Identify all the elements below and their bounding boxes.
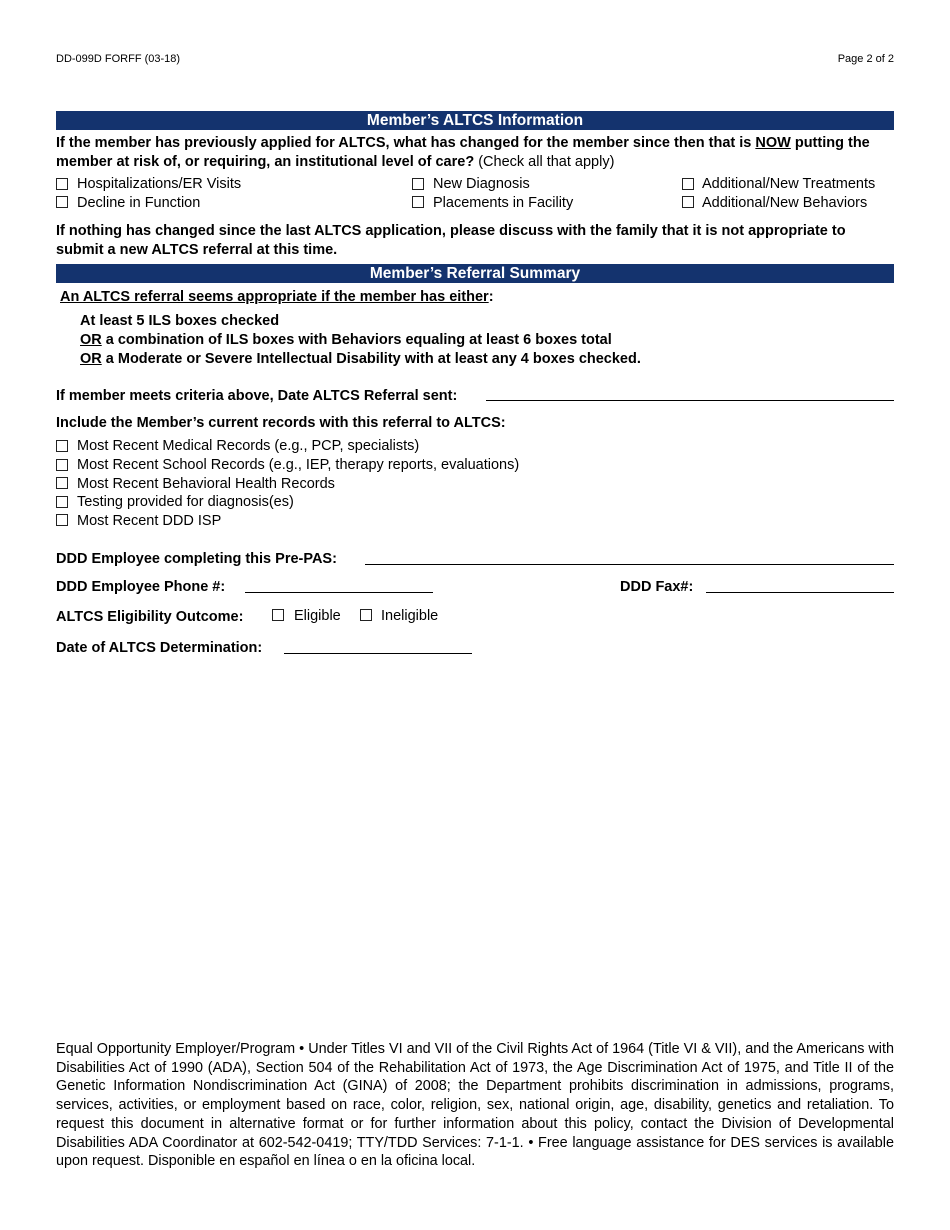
referral-summary-heading: Member’s Referral Summary: [56, 264, 894, 283]
new-treatments-label: Additional/New Treatments: [702, 176, 876, 192]
medical-records-checkbox[interactable]: [56, 440, 68, 452]
date-sent-label: If member meets criteria above, Date ALTCS Referral sent:: [56, 388, 458, 404]
referral-intro: [60, 288, 494, 307]
determination-field[interactable]: [284, 653, 472, 654]
school-records-label: Most Recent School Records (e.g., IEP, therapy reports, evaluations): [77, 457, 520, 473]
isp-label: Most Recent DDD ISP: [77, 513, 222, 529]
decline-function-label: Decline in Function: [77, 195, 201, 211]
outcome-label: ALTCS Eligibility Outcome:: [56, 609, 244, 625]
fax-field[interactable]: [706, 592, 894, 593]
phone-label: DDD Employee Phone #:: [56, 579, 226, 595]
criteria-2: [80, 331, 612, 350]
criteria-2-text: a combination of ILS boxes with Behaviors equaling at least 6 boxes total: [101, 332, 612, 348]
date-sent-field[interactable]: [486, 400, 894, 401]
question-note: (Check all that apply): [474, 153, 615, 170]
isp-checkbox[interactable]: [56, 514, 68, 526]
criteria-3-or: OR: [80, 351, 102, 367]
equal-opportunity-notice: Equal Opportunity Employer/Program • Under Titles VI and VII of the Civil Rights Act of 1964 (Title VI & VII), and the Americans with Disabilities Act of 1990 (ADA), Section 504 of the Rehabilitation Act of 1973, the Age Discrimination Act of 1975, and Title II of the Genetic Information Nondiscrimination Act (GINA) of 2008; the Department prohibits discrimination in admissions, programs, services, activities, or employment based on race, color, religion, sex, national origin, age, disability, genetics and retaliation. To request this document in alternative format or for further information about this policy, contact the Division of Developmental Disabilities ADA Coordinator at 602-542-0419; TTY/TDD Services: 7-1-1. • Free language assistance for DES services is available upon request. Disponible en español en línea o en la oficina local.: [56, 1041, 894, 1170]
page-number: Page 2 of 2: [837, 53, 894, 65]
ineligible-checkbox[interactable]: [360, 609, 372, 621]
medical-records-label: Most Recent Medical Records (e.g., PCP, specialists): [77, 438, 420, 454]
question-now: NOW: [755, 135, 791, 151]
nothing-changed-note: If nothing has changed since the last ALTCS application, please discuss with the family that it is not appropriate to submit a new ALTCS referral at this time.: [56, 223, 846, 258]
determination-label: Date of ALTCS Determination:: [56, 640, 263, 656]
question-part2: putting the member at risk of, or requiring, an institutional level of care?: [56, 135, 870, 170]
criteria-3: [80, 350, 641, 369]
question-part1: If the member has previously applied for ALTCS, what has changed for the member since then that is: [56, 135, 756, 151]
hospitalizations-label: Hospitalizations/ER Visits: [77, 176, 242, 192]
new-behaviors-label: Additional/New Behaviors: [702, 195, 868, 211]
employee-label: DDD Employee completing this Pre-PAS:: [56, 551, 337, 567]
eligible-label: Eligible: [294, 608, 341, 624]
testing-label: Testing provided for diagnosis(es): [77, 494, 294, 510]
referral-intro-colon: :: [488, 289, 494, 305]
altcs-info-heading: Member’s ALTCS Information: [56, 111, 894, 130]
new-treatments-checkbox[interactable]: [682, 178, 694, 190]
altcs-question: [56, 134, 894, 171]
eligible-checkbox[interactable]: [272, 609, 284, 621]
phone-field[interactable]: [245, 592, 433, 593]
referral-intro-text: An ALTCS referral seems appropriate if the member has either: [60, 289, 489, 305]
employee-field[interactable]: [365, 564, 894, 565]
new-behaviors-checkbox[interactable]: [682, 196, 694, 208]
form-id: DD-099D FORFF (03-18): [56, 53, 181, 65]
behavioral-records-checkbox[interactable]: [56, 477, 68, 489]
criteria-3-text: a Moderate or Severe Intellectual Disability with at least any 4 boxes checked.: [101, 351, 641, 367]
hospitalizations-checkbox[interactable]: [56, 178, 68, 190]
ineligible-label: Ineligible: [381, 608, 439, 624]
criteria-2-or: OR: [80, 332, 102, 348]
behavioral-records-label: Most Recent Behavioral Health Records: [77, 476, 335, 492]
testing-checkbox[interactable]: [56, 496, 68, 508]
new-diagnosis-label: New Diagnosis: [433, 176, 530, 192]
new-diagnosis-checkbox[interactable]: [412, 178, 424, 190]
placements-label: Placements in Facility: [433, 195, 574, 211]
placements-checkbox[interactable]: [412, 196, 424, 208]
include-records-label: Include the Member’s current records with this referral to ALTCS:: [56, 415, 506, 431]
school-records-checkbox[interactable]: [56, 459, 68, 471]
criteria-1: At least 5 ILS boxes checked: [80, 313, 280, 329]
decline-function-checkbox[interactable]: [56, 196, 68, 208]
fax-label: DDD Fax#:: [620, 579, 694, 595]
